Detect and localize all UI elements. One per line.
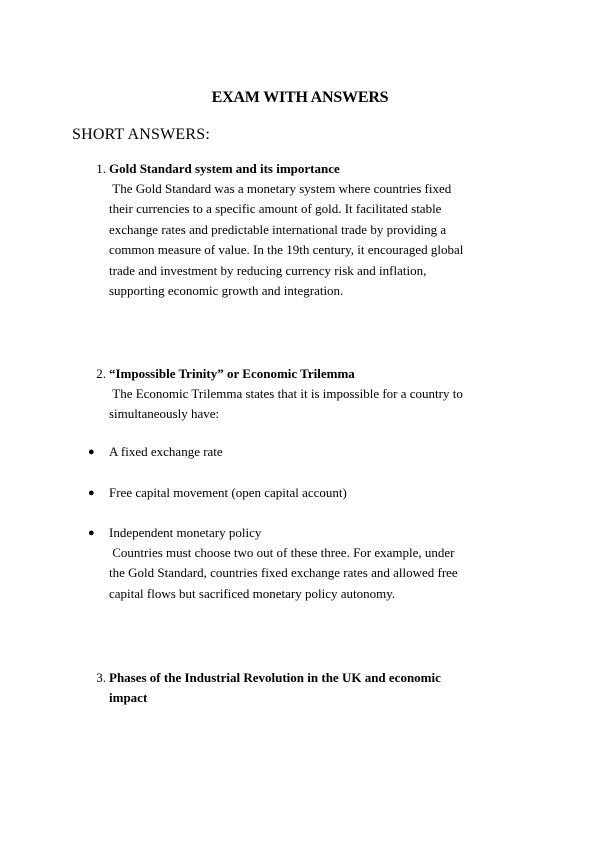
page-title: EXAM WITH ANSWERS bbox=[211, 89, 389, 106]
section-heading: SHORT ANSWERS: bbox=[72, 126, 211, 143]
bullet-item-fixed-exchange-rate: A fixed exchange rate bbox=[109, 444, 223, 459]
bullet-icon: ● bbox=[88, 487, 95, 499]
bullet-item-free-capital-movement: Free capital movement (open capital account) bbox=[109, 485, 347, 500]
bullet-icon: ● bbox=[88, 527, 95, 539]
item-2-bullet-paragraph: Countries must choose two out of these three. For example, under the Gold Standard, countries fixed exchange rates and allowed free capital flows but sacrificed monetary policy autonomy. bbox=[109, 545, 458, 601]
item-1-paragraph: The Gold Standard was a monetary system where countries fixed their currencies to a specific amount of gold. It facilitated stable exchange rates and predictable international trade by providing a common measure of value. In the 19th century, it encouraged global trade and investment by reducing currency risk and inflation, supporting economic growth and integration. bbox=[109, 181, 464, 299]
item-1-heading: Gold Standard system and its importance bbox=[109, 161, 340, 176]
bullet-item-independent-monetary-policy: Independent monetary policy bbox=[109, 525, 262, 540]
item-3-number: 3. bbox=[96, 670, 106, 685]
item-3-heading-line1: Phases of the Industrial Revolution in the UK and economic bbox=[109, 670, 441, 685]
bullet-icon: ● bbox=[88, 446, 95, 458]
item-3-heading-line2: impact bbox=[109, 690, 148, 705]
item-1-number: 1. bbox=[96, 161, 106, 176]
item-2-heading: “Impossible Trinity” or Economic Trilemma bbox=[109, 366, 355, 381]
item-2-paragraph: The Economic Trilemma states that it is impossible for a country to simultaneously have: bbox=[109, 386, 463, 422]
item-2-number: 2. bbox=[96, 366, 106, 381]
